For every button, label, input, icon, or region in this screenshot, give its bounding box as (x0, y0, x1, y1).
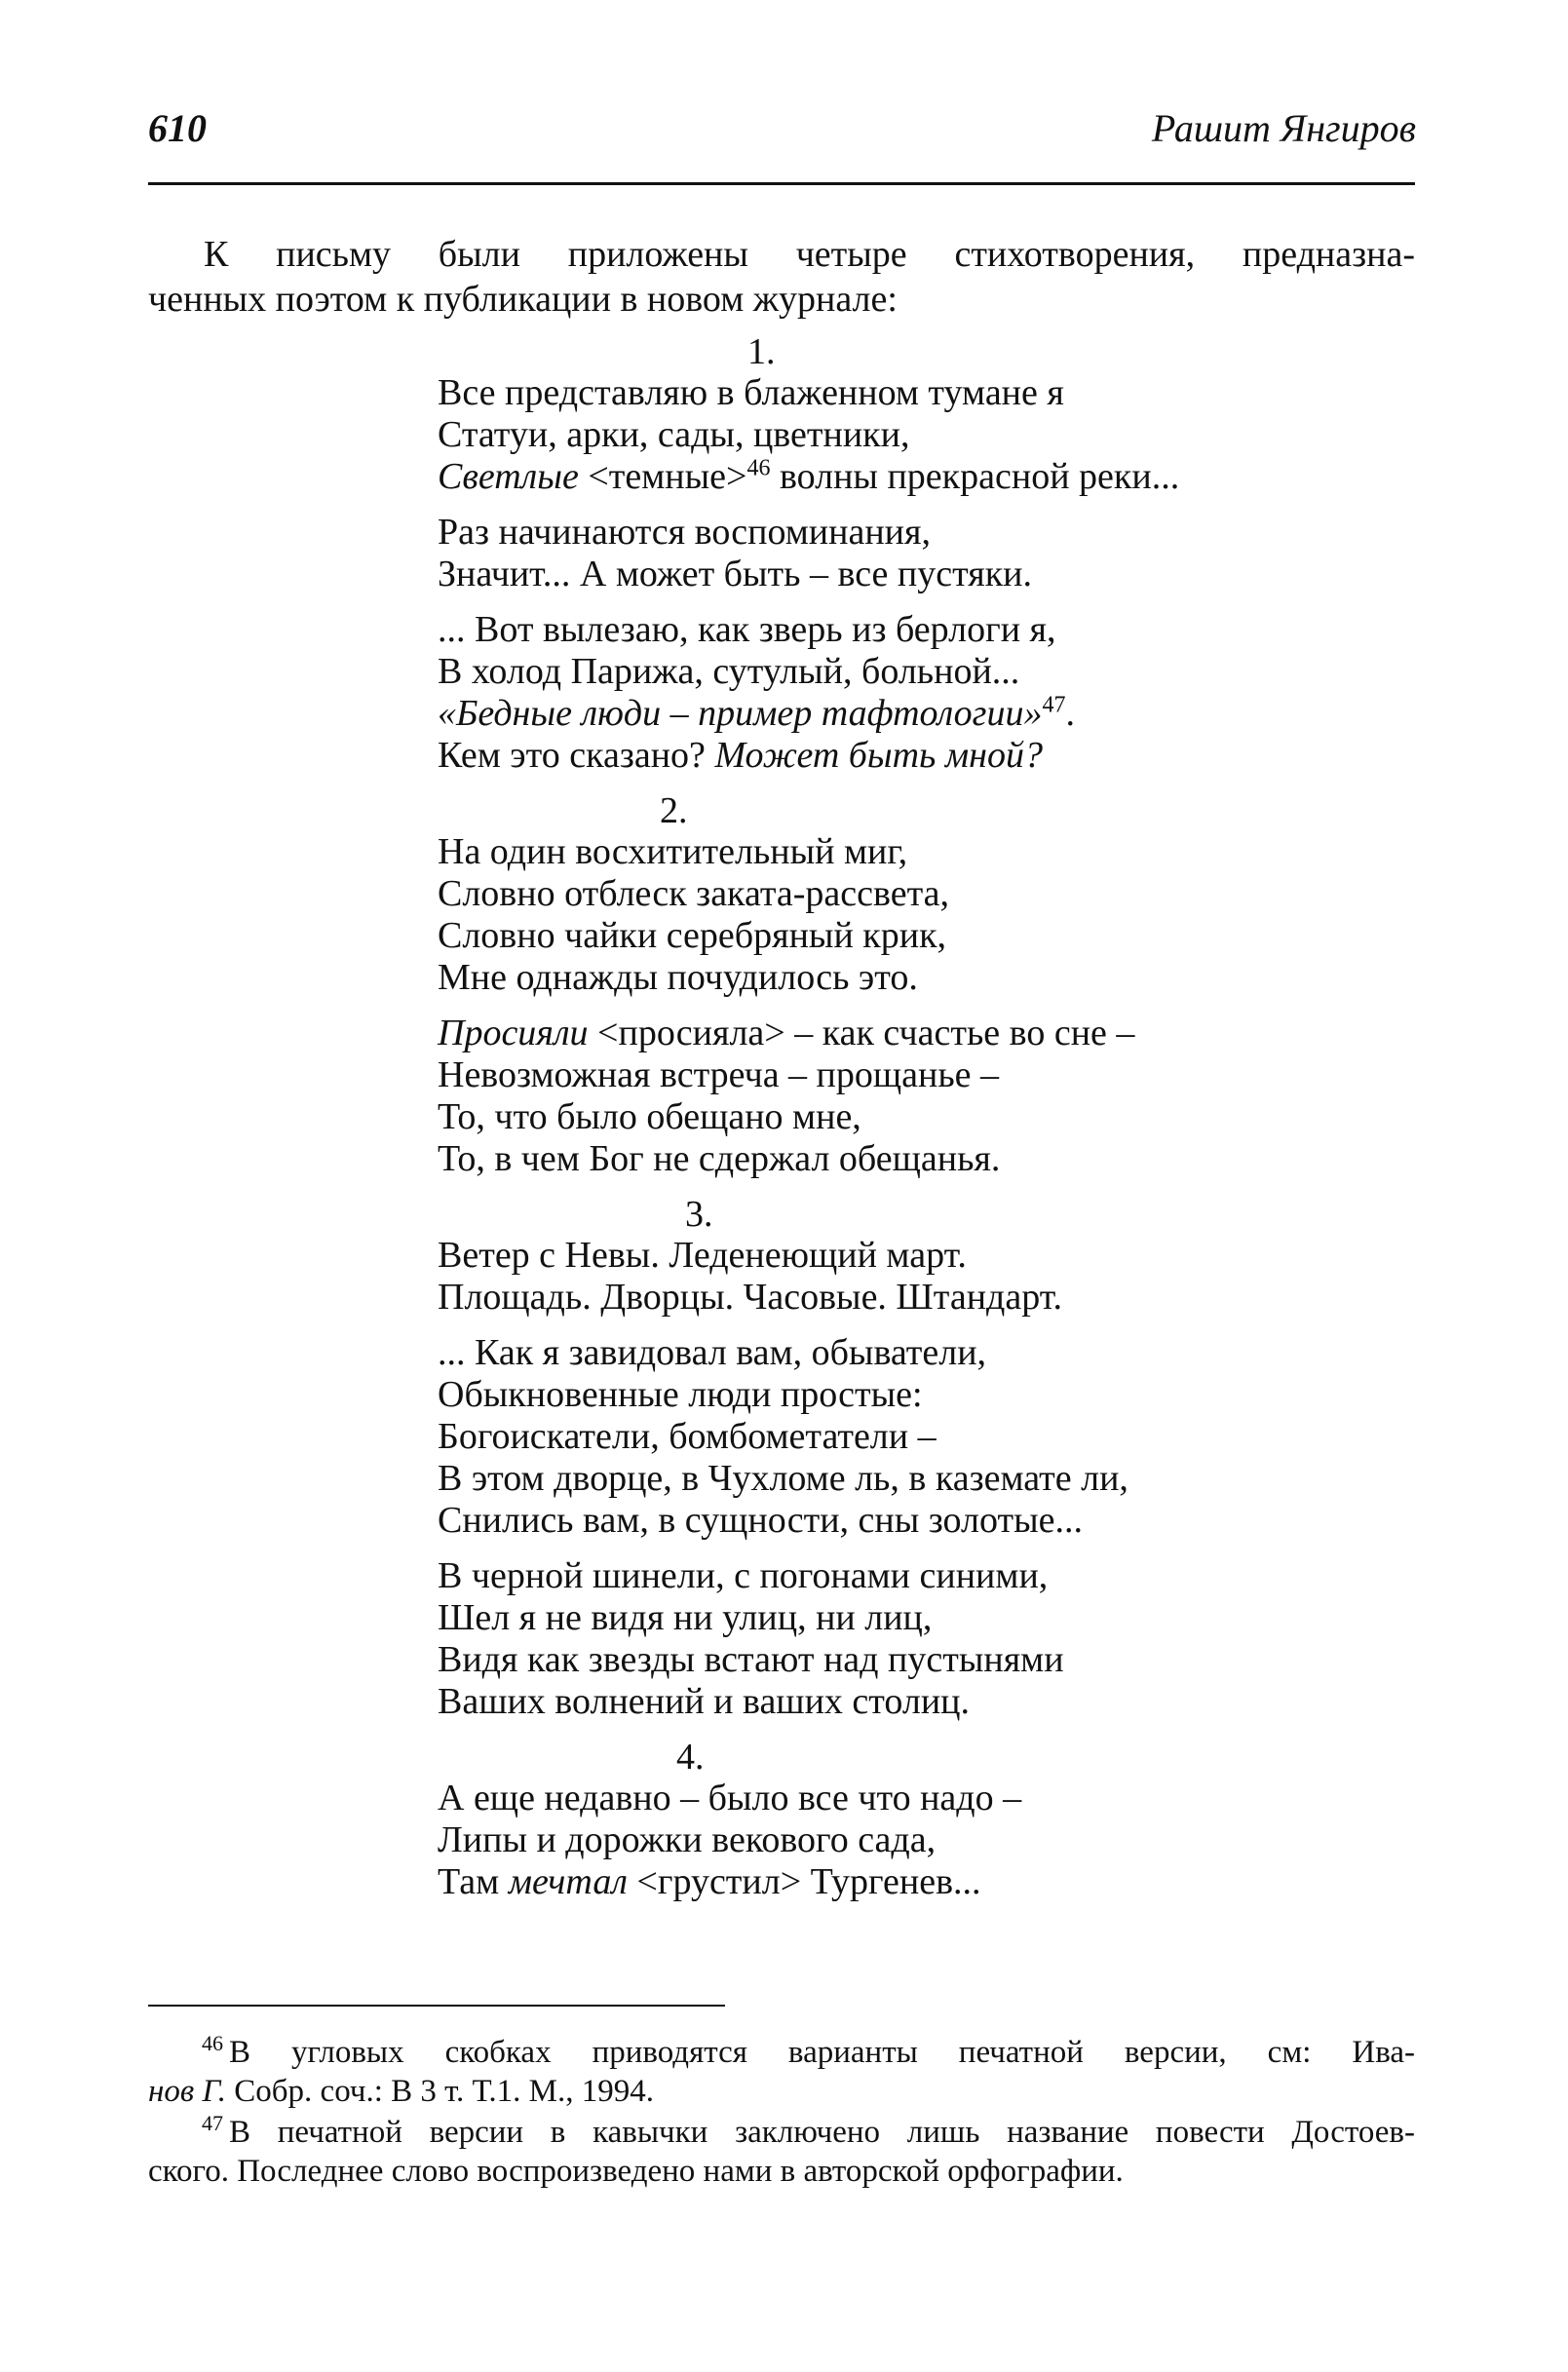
verse-line: Словно чайки серебряный крик, (438, 915, 947, 956)
verse-line: В холод Парижа, сутулый, больной... (438, 651, 1020, 692)
verse-text: Там (438, 1861, 509, 1902)
poem-number: 4. (676, 1737, 705, 1778)
footnote-47 (148, 2113, 1415, 2191)
verse-text: волны прекрасной реки... (770, 456, 1180, 497)
stanza (438, 609, 1393, 777)
verse-line: То, что было обещано мне, (438, 1096, 861, 1137)
verse-line: То, в чем Бог не сдержал обещанья. (438, 1138, 1001, 1179)
footnote-italic: нов Г. (148, 2074, 226, 2109)
page-number: 610 (148, 106, 207, 150)
poem-2 (438, 790, 1393, 1180)
poems (438, 331, 1393, 1917)
poem-4 (438, 1737, 1393, 1903)
verse-line: ... Вот вылезаю, как зверь из берлоги я, (438, 609, 1056, 650)
verse-line: В черной шинели, с погонами синими, (438, 1555, 1049, 1596)
verse-line: Снились вам, в сущности, сны золотые... (438, 1500, 1084, 1541)
footnote-line (148, 2033, 1415, 2072)
footnote-mark: 47 (202, 2111, 223, 2135)
verse-line: Ваших волнений и ваших столиц. (438, 1681, 971, 1722)
footnote-text: В угловых скобках приводятся варианты печатной версии, см: Ива- (229, 2035, 1415, 2070)
verse-italic: Светлые (438, 456, 579, 497)
verse-line: Значит... А может быть – все пустяки. (438, 554, 1032, 594)
stanza (438, 1778, 1393, 1903)
footnote-46 (148, 2033, 1415, 2111)
footnote-rule (148, 2005, 725, 2007)
verse-text: . (1065, 693, 1075, 734)
verse-line (438, 1013, 1393, 1054)
footnote-text: Собр. соч.: В 3 т. Т.1. М., 1994. (226, 2074, 655, 2109)
stanza (438, 831, 1393, 999)
poem-1 (438, 331, 1393, 777)
stanza (438, 512, 1393, 595)
verse-line (438, 693, 1393, 735)
verse-line: Площадь. Дворцы. Часовые. Штандарт. (438, 1277, 1062, 1318)
poem-number: 2. (660, 790, 688, 831)
footnotes (148, 2033, 1415, 2193)
verse-line: Словно отблеск заката-рассвета, (438, 873, 950, 914)
verse-text: Кем это сказано? (438, 735, 715, 776)
verse-line: Богоискатели, бомбометатели – (438, 1416, 937, 1457)
verse-line: Видя как звезды встают над пустынями (438, 1639, 1064, 1680)
verse-line: Ветер с Невы. Леденеющий март. (438, 1235, 967, 1276)
verse-italic: Может быть мной? (714, 735, 1043, 776)
intro-paragraph (148, 232, 1415, 322)
verse-line: Все представляю в блаженном тумане я (438, 372, 1064, 413)
verse-line: ... Как я завидовал вам, обыватели, (438, 1332, 987, 1373)
poem-number: 1. (747, 331, 776, 372)
stanza (438, 1235, 1393, 1319)
poem-3 (438, 1194, 1393, 1723)
header-rule (148, 182, 1415, 185)
verse-line: На один восхитительный миг, (438, 831, 908, 872)
verse-variant: <темные> (578, 456, 747, 497)
verse-text: <грустил> Тургенев... (627, 1861, 981, 1902)
footnote-reference: 47 (1042, 692, 1066, 718)
footnote-line (148, 2072, 1415, 2111)
verse-line (438, 735, 1393, 777)
verse-line: Невозможная встреча – прощанье – (438, 1054, 1000, 1095)
verse-line (438, 456, 1393, 498)
footnote-mark: 46 (202, 2031, 223, 2055)
verse-line: Обыкновенные люди простые: (438, 1374, 923, 1415)
running-head: Рашит Янгиров (1151, 106, 1416, 150)
verse-italic: «Бедные люди – пример тафтологии» (438, 693, 1043, 734)
poem-number: 3. (685, 1194, 713, 1235)
stanza (438, 1555, 1393, 1723)
stanza (438, 1332, 1393, 1542)
verse-line: Раз начинаются воспоминания, (438, 512, 931, 553)
verse-line: Мне однажды почудилось это. (438, 957, 918, 998)
verse-italic: Просияли (438, 1013, 589, 1053)
stanza (438, 372, 1393, 498)
footnote-reference: 46 (746, 455, 771, 481)
stanza (438, 1013, 1393, 1180)
verse-line: Шел я не видя ни улиц, ни лиц, (438, 1597, 933, 1638)
verse-italic: мечтал (508, 1861, 628, 1902)
verse-line: В этом дворце, в Чухломе ль, в каземате ли, (438, 1458, 1128, 1499)
verse-line: А еще недавно – было все что надо – (438, 1778, 1022, 1818)
intro-line: ченных поэтом к публикации в новом журнале: (148, 279, 898, 320)
verse-line (438, 1861, 1393, 1903)
footnote-text: В печатной версии в кавычки заключено лишь название повести Достоев- (229, 2115, 1415, 2150)
footnote-line: ского. Последнее слово воспроизведено нами в авторской орфографии. (148, 2154, 1124, 2189)
verse-line: Липы и дорожки векового сада, (438, 1819, 937, 1860)
verse-line: Статуи, арки, сады, цветники, (438, 414, 910, 455)
intro-line: К письму были приложены четыре стихотворения, предназна- (204, 234, 1415, 275)
footnote-line (148, 2113, 1415, 2152)
verse-text: <просияла> – как счастье во сне – (588, 1013, 1135, 1053)
